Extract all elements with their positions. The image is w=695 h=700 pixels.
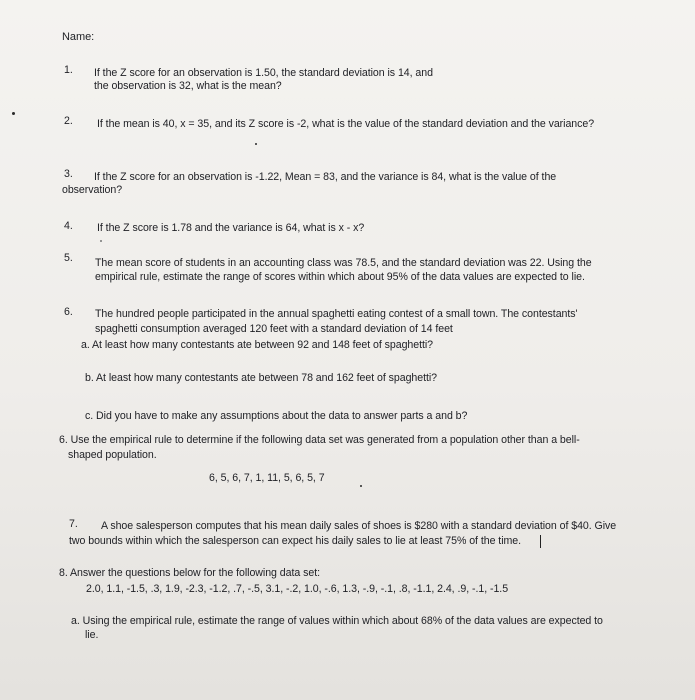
q3-line2: observation?: [62, 184, 123, 196]
q6b-line1: 6. Use the empirical rule to determine if the following data set was generated from a population other than a bell-: [59, 434, 580, 446]
q7-line1: A shoe salesperson computes that his mean daily sales of shoes is $280 with a standard deviation of $40. Give: [101, 520, 617, 532]
q4-number: 4.: [64, 220, 73, 232]
q7-line2: two bounds within which the salesperson can expect his daily sales to lie at least 75% of the time.: [69, 535, 522, 547]
q6b-line2: shaped population.: [68, 449, 157, 461]
stray-dot: [100, 240, 102, 242]
stray-dot: [12, 112, 15, 115]
q1-line2: the observation is 32, what is the mean?: [94, 80, 282, 92]
q5-line2: empirical rule, estimate the range of scores within which about 95% of the data values are expected to lie.: [95, 271, 585, 283]
q4-line1: If the Z score is 1.78 and the variance is 64, what is x - x?: [97, 222, 365, 234]
q6-line2: spaghetti consumption averaged 120 feet with a standard deviation of 14 feet: [95, 323, 453, 335]
q6-line1: The hundred people participated in the annual spaghetti eating contest of a small town. The contestants': [95, 308, 578, 320]
q3-line1: If the Z score for an observation is -1.22, Mean = 83, and the variance is 84, what is the value of the: [94, 171, 557, 183]
q6b-data: 6, 5, 6, 7, 1, 11, 5, 6, 5, 7: [209, 472, 325, 484]
text-cursor: [540, 535, 541, 548]
q8-data: 2.0, 1.1, -1.5, .3, 1.9, -2.3, -1.2, .7, -.5, 3.1, -.2, 1.0, -.6, 1.3, -.9, -.1, .8, -1.1, 2.4, .9, -.1, -1.5: [86, 583, 509, 595]
q5-line1: The mean score of students in an accounting class was 78.5, and the standard deviation was 22. Using the: [95, 257, 592, 269]
q7-number: 7.: [69, 518, 78, 530]
q8-part-a-line2: lie.: [85, 629, 99, 641]
q2-line1: If the mean is 40, x = 35, and its Z score is -2, what is the value of the standard deviation and the variance?: [97, 118, 595, 130]
q3-number: 3.: [64, 168, 73, 180]
q6-number: 6.: [64, 306, 73, 318]
q6-part-b: b. At least how many contestants ate between 78 and 162 feet of spaghetti?: [85, 372, 438, 384]
name-label: Name:: [62, 31, 95, 43]
q8-part-a-line1: a. Using the empirical rule, estimate the range of values within which about 68% of the data values are expected to: [71, 615, 603, 627]
q2-number: 2.: [64, 115, 73, 127]
q6-part-a: a. At least how many contestants ate between 92 and 148 feet of spaghetti?: [81, 339, 434, 351]
q1-line1: If the Z score for an observation is 1.50, the standard deviation is 14, and: [94, 67, 433, 79]
stray-dot: [255, 143, 257, 145]
q8-line1: 8. Answer the questions below for the following data set:: [59, 567, 320, 579]
stray-dot: [360, 485, 362, 487]
q1-number: 1.: [64, 64, 73, 76]
q5-number: 5.: [64, 252, 73, 264]
q6-part-c: c. Did you have to make any assumptions about the data to answer parts a and b?: [85, 410, 468, 422]
